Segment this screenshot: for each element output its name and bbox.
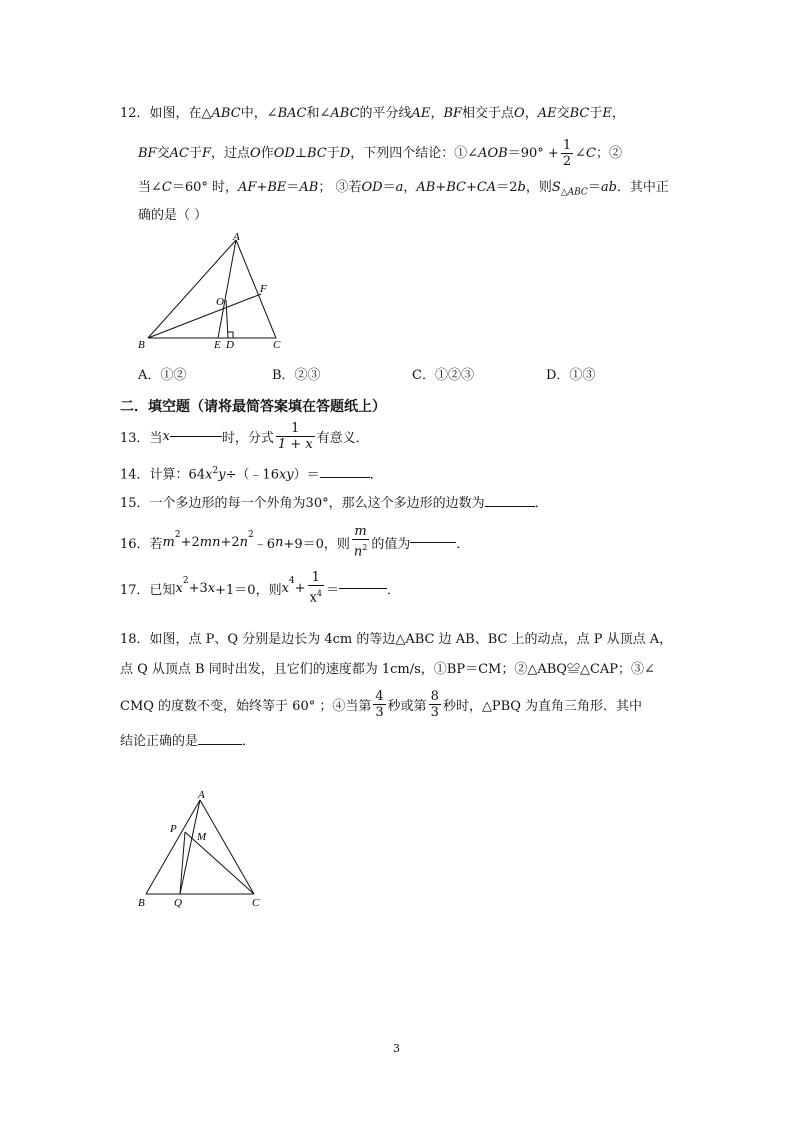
label-m: M: [197, 831, 207, 843]
label-d: D: [226, 339, 234, 351]
bisector-bf: [148, 294, 261, 338]
right-angle-mark: [228, 332, 233, 338]
q12-line-2: BF交AC于F，过点O作OD⊥BC于D，下列四个结论：①∠AOB＝90° + $\frac{1}{2}$ ∠C；②: [138, 138, 622, 169]
label-c: C: [252, 897, 260, 909]
side-ac: [236, 240, 276, 338]
q14-answer-blank[interactable]: [320, 477, 370, 478]
label-f: F: [260, 283, 267, 295]
fraction-one-half: $\frac{1}{2}$: [562, 138, 572, 169]
q13-answer-blank[interactable]: [170, 436, 222, 437]
q12-line-4: 确的是（ ）: [138, 208, 208, 223]
perpendicular-od: [226, 300, 228, 338]
side-ab: [146, 800, 200, 894]
label-b: B: [138, 339, 145, 351]
q16: 16．若 m $^2$ +2 mn +2 n $^2$ ﹣6 n +9＝0，则 $\frac{m}{n^2}$ 的值为 ．: [120, 524, 470, 560]
side-ab: [148, 240, 236, 338]
side-ac: [200, 800, 254, 894]
page-number: 3: [393, 1042, 400, 1055]
q13: 13．当 x 时，分式 $\frac{1}{1 + x}$ 有意义．: [120, 420, 369, 452]
q15-answer-blank[interactable]: [485, 506, 535, 507]
q12-option-c[interactable]: C．①②③: [412, 368, 474, 383]
q14: 14．计算：$64x^2y\div(﹣16xy)=$ ．: [120, 466, 383, 483]
q15: 15．一个多边形的每一个外角为30°，那么这个多边形的边数为 ．: [120, 496, 548, 511]
segment-cp: [185, 832, 254, 894]
label-o: O: [216, 296, 224, 308]
label-a: A: [233, 231, 240, 243]
q17-answer-blank[interactable]: [339, 588, 387, 589]
label-b: B: [138, 897, 145, 909]
label-p: P: [170, 823, 177, 835]
q17: 17．已知 x $^2$ +3 x +1＝0，则 x $^4$ + $\frac{1}{x^4}$ ＝ ．: [120, 570, 401, 606]
q18-line-2: 点 Q 从顶点 B 同时出发，且它们的速度都为 1cm/s，①BP＝CM；②△ABQ≌△CAP；③∠: [120, 662, 655, 677]
segment-aq: [180, 800, 200, 894]
label-a: A: [198, 789, 205, 801]
q16-answer-blank[interactable]: [410, 542, 456, 543]
segment-pq: [180, 832, 185, 894]
q18-answer-blank[interactable]: [198, 744, 242, 745]
q12-line-1: 12．如图，在△ABC中，∠BAC和∠ABC的平分线AE，BF相交于点O，AE交BC于E，: [120, 106, 625, 121]
label-q: Q: [174, 897, 182, 909]
q12-triangle-figure: [136, 230, 296, 354]
q18-line-1: 18．如图，点 P、Q 分别是边长为 4cm 的等边△ABC 边 AB、BC 上的动点，点 P 从顶点 A，: [120, 632, 673, 647]
q12-line-3: 当∠C＝60° 时，AF+BE＝AB； ③若OD＝a，AB+BC+CA＝2b，则$S_{\triangle ABC}=ab$．其中正: [138, 180, 669, 198]
q12-option-b[interactable]: B．②③: [272, 368, 321, 383]
q18-line-4: 结论正确的是 ．: [120, 734, 256, 749]
q12-option-a[interactable]: A．①②: [138, 368, 187, 383]
label-e: E: [214, 339, 221, 351]
label-c: C: [273, 339, 281, 351]
q12-option-d[interactable]: D．①③: [546, 368, 596, 383]
q18-line-3: CMQ 的度数不变，始终等于 60° ；④当第 $\frac{4}{3}$ 秒或第 $\frac{8}{3}$ 秒时，△PBQ 为直角三角形．其中: [120, 688, 643, 720]
section-2-heading: 二．填空题（请将最简答案填在答题纸上）: [120, 399, 386, 415]
q18-triangle-figure: [134, 786, 274, 912]
